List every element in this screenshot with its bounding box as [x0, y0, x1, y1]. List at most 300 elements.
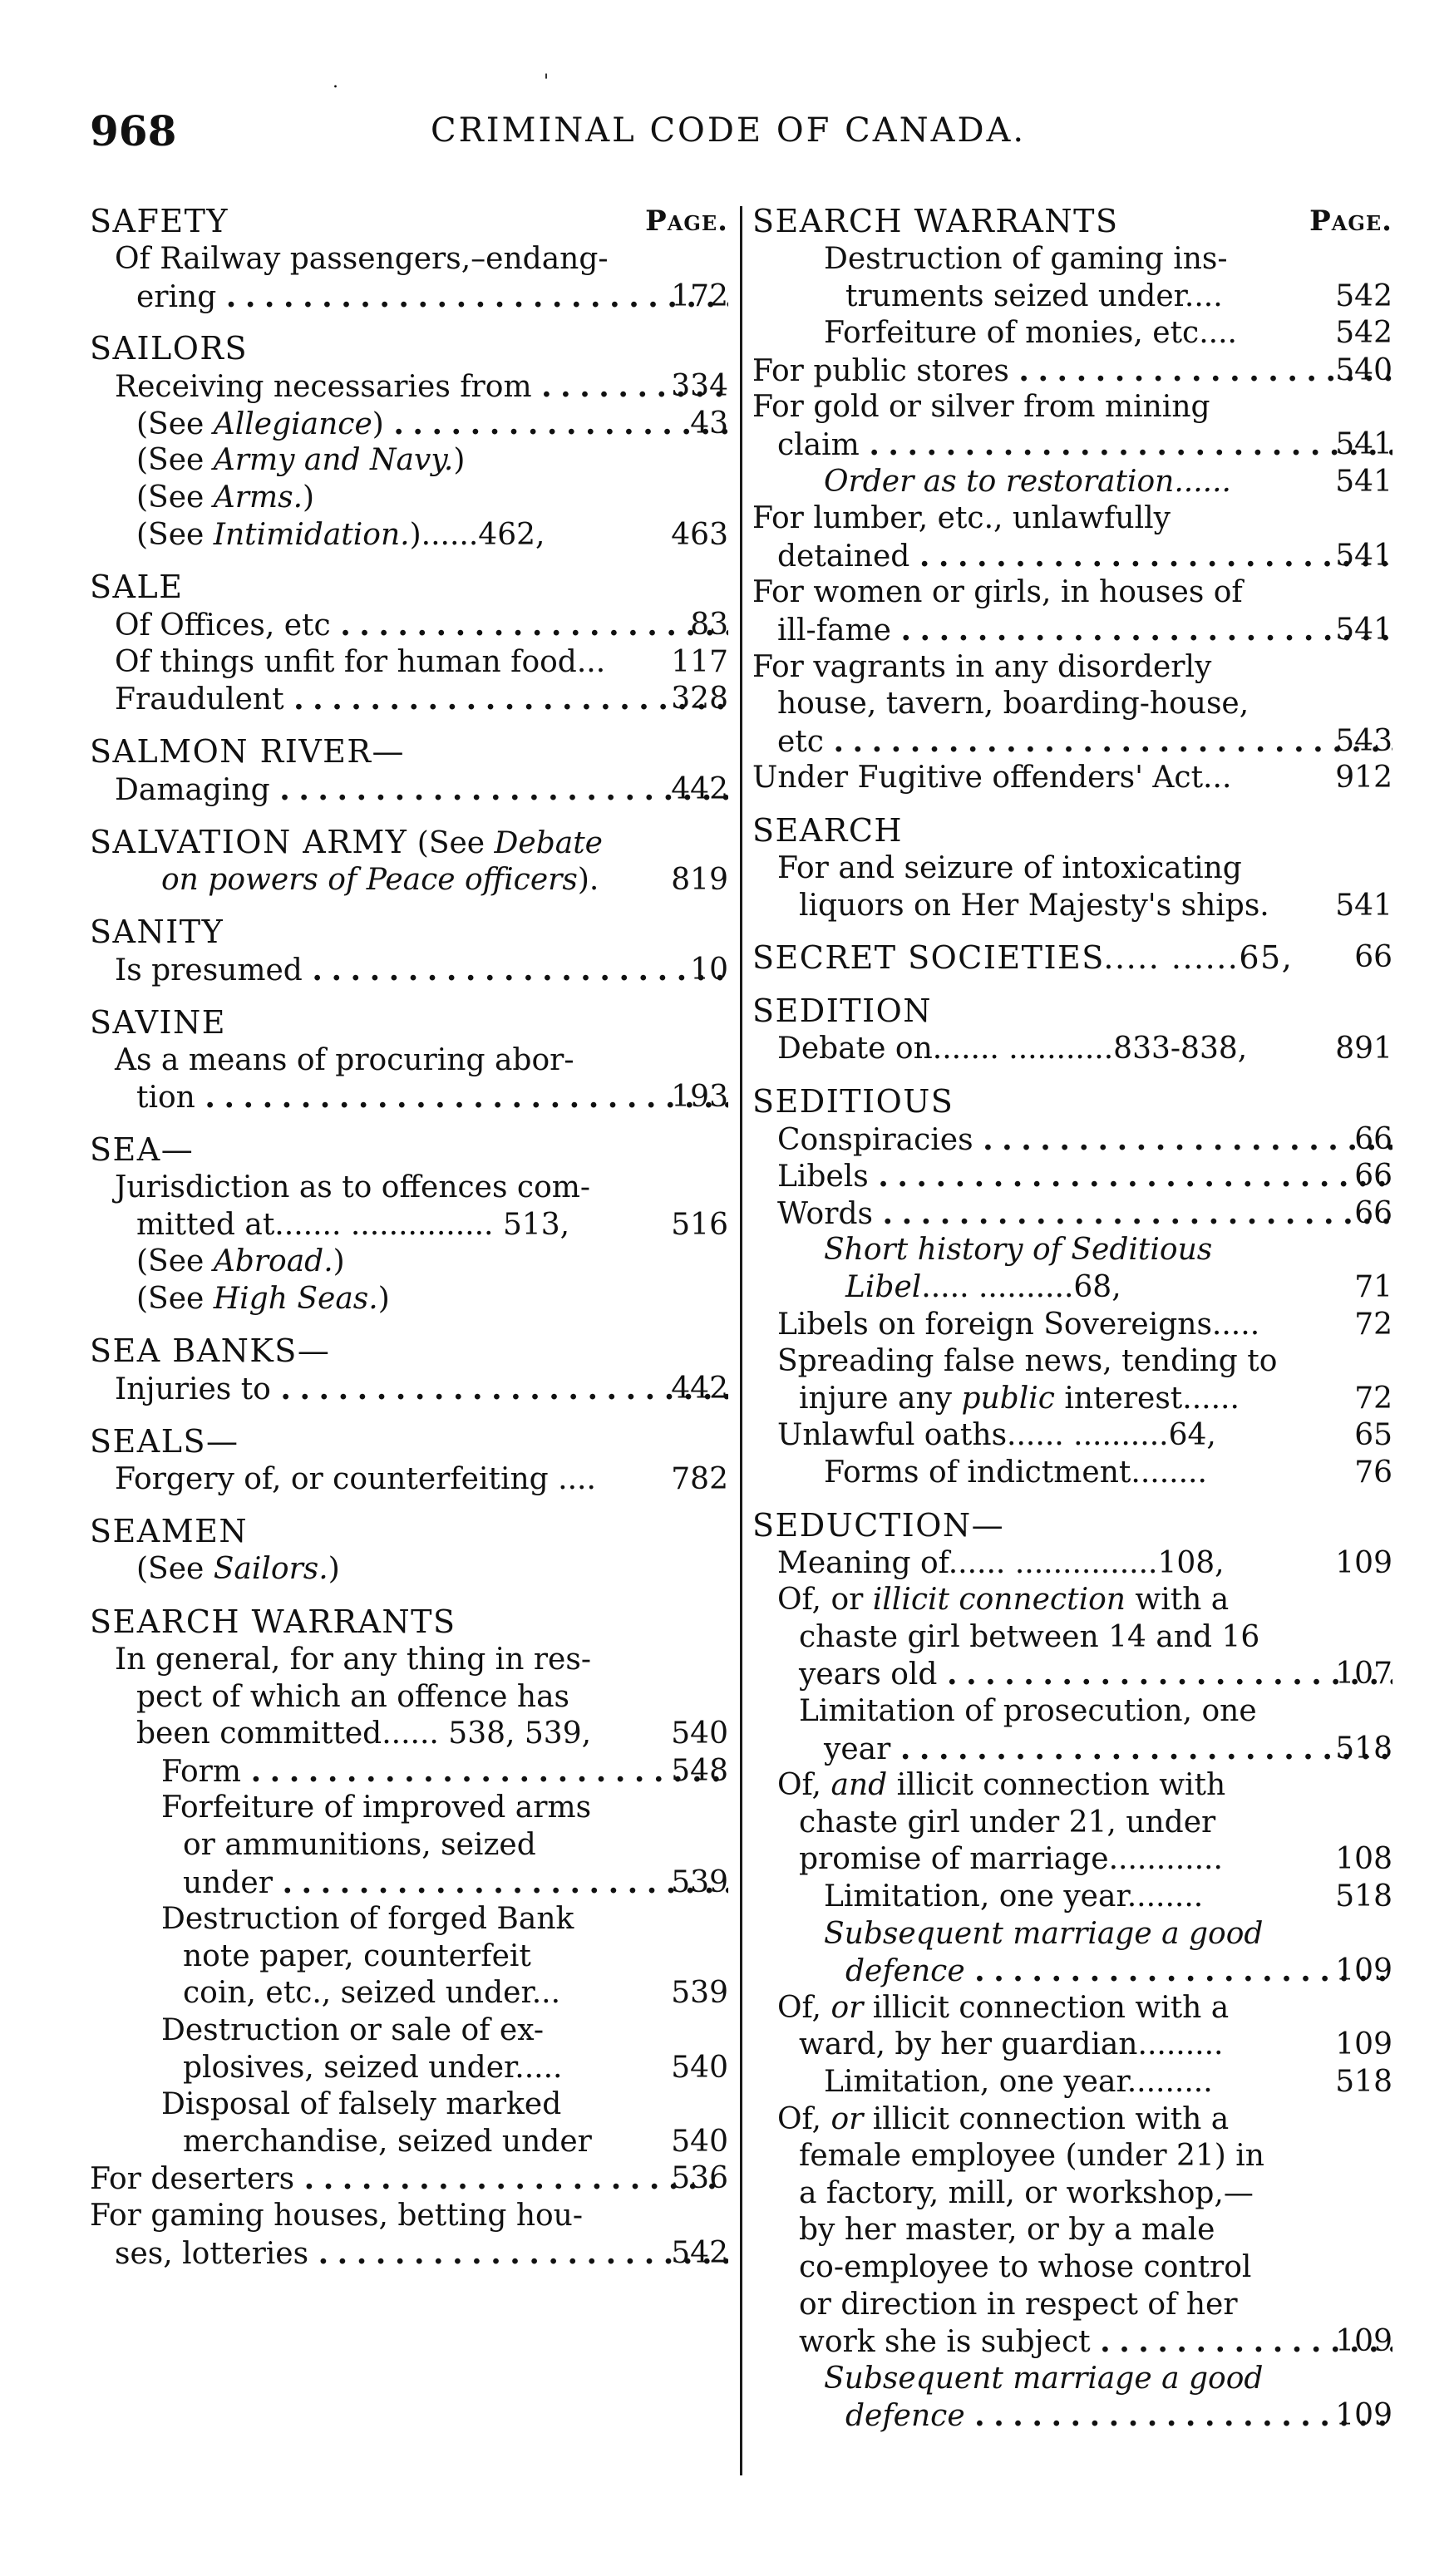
index-line — [90, 1042, 728, 1080]
page-ref: 71 — [1354, 1270, 1392, 1305]
index-line — [752, 2101, 1392, 2139]
index-line-text — [752, 1916, 1392, 1953]
line-text: Jurisdiction as to offences com- — [115, 1170, 591, 1204]
line-text-italic: defence — [845, 2399, 965, 2434]
page-column-label: Page. — [1309, 204, 1392, 238]
index-line — [752, 1841, 1392, 1879]
line-text: ering — [136, 279, 217, 314]
line-text: Of Railway passengers,–endang- — [115, 242, 609, 276]
line-text-italic: or — [831, 2101, 864, 2136]
line-text-pre: (See — [136, 1244, 214, 1279]
line-text: chaste girl under 21, under — [799, 1805, 1216, 1840]
index-heading: SANITY — [90, 914, 224, 951]
line-text-post: illicit connection with a — [863, 1990, 1230, 2025]
index-line — [752, 574, 1392, 612]
index-line-text — [752, 426, 1392, 465]
index-line — [90, 2086, 728, 2124]
index-line-text — [90, 1827, 728, 1864]
page-ref: 539 — [671, 1976, 728, 2011]
index-line — [752, 1545, 1392, 1583]
index-line — [752, 1455, 1392, 1492]
page-ref: 66 — [1354, 1195, 1392, 1230]
index-line — [752, 723, 1392, 761]
index-line-text — [90, 1938, 728, 1976]
index-line — [90, 2012, 728, 2050]
page-ref: 542 — [671, 2235, 728, 2270]
index-line-text — [90, 644, 728, 682]
line-text: Libels on foreign Sovereigns..... — [777, 1307, 1260, 1342]
index-line-text — [90, 2198, 728, 2235]
index-line-text — [90, 1642, 728, 1679]
index-line-text — [752, 2397, 1392, 2436]
index-line-text — [752, 1582, 1392, 1619]
index-line — [90, 1170, 728, 1207]
line-text-post: ..... ..........68, — [921, 1270, 1121, 1305]
index-heading-row — [90, 822, 728, 862]
index-line — [752, 1417, 1392, 1455]
index-heading: SEDITION — [752, 992, 933, 1030]
index-line — [752, 686, 1392, 723]
index-line — [752, 1656, 1392, 1693]
line-text-italic: Intimidation. — [213, 517, 410, 552]
index-line-text — [752, 1545, 1392, 1583]
entry-gap — [90, 554, 728, 567]
index-line-text — [752, 1731, 1392, 1769]
line-text: Of things unfit for human food... — [115, 644, 606, 679]
page-column-label: Page. — [645, 204, 728, 238]
line-text-post: with a — [1125, 1583, 1230, 1618]
page-ref: 334 — [671, 369, 728, 404]
index-line-text — [90, 681, 728, 719]
index-line — [90, 1679, 728, 1717]
line-text: a factory, mill, or workshop,— — [799, 2175, 1254, 2210]
line-text: plosives, seized under..... — [183, 2050, 563, 2085]
index-line-text — [752, 1656, 1392, 1694]
page-ref: 109 — [1335, 2324, 1392, 2359]
index-line — [752, 760, 1392, 797]
page-ref: 912 — [1335, 761, 1392, 795]
index-line — [752, 2138, 1392, 2175]
line-text: year — [824, 1731, 891, 1766]
line-text: Limitation, one year......... — [824, 2064, 1213, 2099]
index-line — [752, 1195, 1392, 1233]
index-line — [752, 2249, 1392, 2287]
line-text: For vagrants in any disorderly — [752, 649, 1212, 684]
index-line-text — [752, 1158, 1392, 1196]
index-line-text — [90, 1170, 728, 1207]
line-text-post: illicit connection with — [887, 1768, 1226, 1803]
line-text-italic: Arms. — [213, 480, 303, 515]
page-ref: 541 — [1335, 888, 1392, 923]
index-line-text — [90, 607, 728, 645]
page-ref: 442 — [671, 1372, 728, 1406]
index-line-text — [90, 1679, 728, 1717]
page-ref: 109 — [1335, 1953, 1392, 1988]
index-line-text — [90, 517, 728, 554]
index-line — [752, 1343, 1392, 1381]
index-line — [752, 2064, 1392, 2101]
index-line-text — [90, 241, 728, 278]
page-ref: 72 — [1354, 1381, 1392, 1416]
index-line-text — [90, 406, 728, 444]
entry-gap — [90, 1318, 728, 1331]
index-line — [90, 1827, 728, 1864]
index-line-text — [752, 2323, 1392, 2362]
index-line — [752, 2212, 1392, 2249]
index-line — [90, 2198, 728, 2235]
index-line-text — [752, 612, 1392, 650]
line-text: For women or girls, in houses of — [752, 575, 1243, 610]
index-line-text — [90, 771, 728, 810]
index-line — [90, 1371, 728, 1408]
page-ref: 518 — [1335, 1731, 1392, 1766]
index-line — [90, 1461, 728, 1499]
page-ref: 540 — [671, 2050, 728, 2085]
line-text: truments seized under.... — [845, 278, 1223, 313]
line-text-italic: Subsequent marriage a good — [824, 2361, 1264, 2396]
index-line — [90, 2235, 728, 2273]
line-text: ill-fame — [777, 613, 891, 648]
index-line-text — [90, 1207, 728, 1244]
index-line — [752, 315, 1392, 352]
printing-marks: . ' — [333, 71, 649, 92]
index-line-text — [90, 2086, 728, 2124]
line-text-italic: Libel — [845, 1270, 922, 1305]
index-line-text — [752, 1031, 1392, 1068]
line-text: Form — [161, 1754, 242, 1789]
index-line-text — [752, 2249, 1392, 2287]
index-line-text — [90, 368, 728, 406]
page-ref: 542 — [1335, 316, 1392, 351]
index-heading-row — [752, 1505, 1392, 1545]
page-ref: 518 — [1335, 2064, 1392, 2099]
line-text-post: ). — [577, 862, 599, 897]
index-heading: SAILORS — [90, 330, 249, 367]
line-text-post: interest...... — [1054, 1381, 1240, 1416]
line-text: merchandise, seized under — [183, 2124, 592, 2159]
index-line — [752, 1953, 1392, 1990]
index-heading: SEDUCTION— — [752, 1506, 1005, 1544]
index-line — [90, 681, 728, 718]
index-heading: SEALS— — [90, 1422, 239, 1460]
line-text-pre: Of, or — [777, 1583, 873, 1618]
line-text-italic: or — [831, 1990, 864, 2025]
page-ref: 66 — [1354, 940, 1392, 975]
line-text-pre: (See — [136, 1281, 214, 1316]
line-text: chaste girl between 14 and 16 — [799, 1619, 1260, 1654]
index-line — [752, 888, 1392, 925]
index-line — [752, 1307, 1392, 1344]
index-heading-row — [90, 731, 728, 771]
line-text-post: ) — [453, 443, 466, 478]
line-text: Of Offices, etc — [115, 608, 331, 643]
entry-gap — [752, 1492, 1392, 1505]
index-line — [90, 241, 728, 278]
line-text: Limitation, one year........ — [824, 1879, 1204, 1914]
entry-gap — [752, 1068, 1392, 1081]
line-text: Injuries to — [115, 1372, 271, 1407]
line-text: pect of which an offence has — [136, 1679, 570, 1714]
index-line — [752, 2287, 1392, 2324]
line-text: female employee (under 21) in — [799, 2139, 1264, 2174]
page-ref: 65 — [1354, 1418, 1392, 1453]
index-heading-row — [752, 938, 1392, 978]
line-text-pre: (See — [136, 406, 214, 441]
index-line-text — [752, 2212, 1392, 2249]
line-text-italic: public — [961, 1381, 1055, 1416]
index-line-text — [90, 1371, 728, 1409]
line-text: Libels — [777, 1160, 869, 1194]
index-line — [90, 1207, 728, 1244]
index-heading-row — [90, 328, 728, 368]
index-line-text — [90, 1281, 728, 1318]
index-line — [752, 1990, 1392, 2027]
line-text-italic: High Seas. — [213, 1281, 378, 1316]
index-line-text — [752, 1381, 1392, 1418]
line-text-pre: injure any — [799, 1381, 962, 1416]
index-line-text — [752, 500, 1392, 538]
page-ref: 541 — [1335, 464, 1392, 499]
line-text: In general, for any thing in res- — [115, 1643, 591, 1677]
index-line-text — [90, 862, 728, 899]
index-line — [90, 1244, 728, 1281]
line-text: under — [183, 1865, 273, 1900]
heading-note-italic: Debate — [494, 825, 603, 860]
index-line — [752, 241, 1392, 278]
index-line — [752, 1805, 1392, 1842]
index-line-text — [752, 1841, 1392, 1879]
index-heading: SEDITIOUS — [752, 1082, 954, 1120]
index-line — [90, 1079, 728, 1116]
line-text: been committed...... 538, 539, — [136, 1717, 592, 1751]
line-text: etc — [777, 724, 824, 759]
line-text: by her master, or by a male — [799, 2213, 1215, 2248]
line-text-italic: Army and Navy. — [213, 443, 454, 478]
page-ref: 66 — [1354, 1121, 1392, 1156]
index-line — [752, 389, 1392, 426]
index-line-text — [752, 2175, 1392, 2213]
line-text: As a means of procuring abor- — [115, 1042, 574, 1077]
page-ref: 516 — [671, 1207, 728, 1242]
line-text: work she is subject — [799, 2325, 1091, 2360]
line-text-post: illicit connection with a — [863, 2101, 1230, 2136]
line-text: Conspiracies — [777, 1122, 973, 1157]
index-line — [752, 649, 1392, 687]
index-line — [752, 538, 1392, 575]
line-text-italic: and — [831, 1768, 888, 1803]
line-text-italic: Order as to restoration...... — [824, 464, 1231, 499]
index-line-text — [90, 1790, 728, 1827]
index-line — [752, 1619, 1392, 1657]
page-ref: 172 — [671, 278, 728, 313]
index-column-left — [90, 201, 728, 2272]
index-heading-row — [90, 1002, 728, 1042]
index-line-text — [90, 1079, 728, 1117]
index-line-text — [752, 1232, 1392, 1269]
index-line — [752, 1693, 1392, 1731]
index-line — [752, 1381, 1392, 1418]
index-heading: SAVINE — [90, 1003, 227, 1041]
page-ref: 66 — [1354, 1159, 1392, 1194]
index-line — [752, 2175, 1392, 2213]
line-text: Destruction of forged Bank — [161, 1902, 574, 1937]
index-line — [752, 850, 1392, 888]
index-line-text — [752, 1805, 1392, 1842]
page-ref: 43 — [690, 406, 728, 441]
page-ref: 117 — [671, 644, 728, 679]
line-text: Spreading false news, tending to — [777, 1344, 1278, 1379]
index-line — [90, 607, 728, 644]
line-text: co-employee to whose control — [799, 2249, 1252, 2284]
index-line-text — [90, 2124, 728, 2161]
line-text: Disposal of falsely marked — [161, 2087, 562, 2122]
index-line-text — [752, 1953, 1392, 1991]
index-line — [752, 464, 1392, 501]
line-text-pre: (See — [136, 480, 214, 515]
line-text-pre: Of, — [777, 2101, 831, 2136]
page-ref: 109 — [1335, 2027, 1392, 2062]
index-line — [90, 771, 728, 809]
page-ref: 536 — [671, 2161, 728, 2196]
line-text: Fraudulent — [115, 682, 284, 717]
index-line-text — [752, 278, 1392, 316]
entry-gap — [90, 1408, 728, 1421]
index-line-text — [752, 2287, 1392, 2324]
line-text-italic: Sailors. — [213, 1552, 328, 1587]
index-line — [90, 278, 728, 316]
line-text: Forms of indictment........ — [824, 1455, 1207, 1490]
entry-gap — [752, 797, 1392, 810]
index-line — [90, 1753, 728, 1790]
index-line-text — [752, 1343, 1392, 1381]
line-text-italic: Subsequent marriage a good — [824, 1916, 1264, 1951]
index-line — [752, 2323, 1392, 2361]
index-heading: SECRET SOCIETIES..... ......65, — [752, 939, 1294, 977]
index-line-text — [752, 2101, 1392, 2139]
index-column-right — [752, 201, 1392, 2435]
line-text-post: ) — [377, 1281, 390, 1316]
index-line — [752, 1731, 1392, 1768]
line-text-post: ) — [333, 1244, 345, 1279]
index-line-text — [90, 278, 728, 317]
index-line-text — [752, 723, 1392, 761]
line-text: promise of marriage............ — [799, 1842, 1223, 1877]
index-heading-row — [752, 810, 1392, 850]
index-line — [90, 1551, 728, 1588]
line-text: claim — [777, 427, 860, 462]
index-line — [90, 1790, 728, 1827]
line-text: house, tavern, boarding-house, — [777, 687, 1249, 722]
index-line — [90, 1901, 728, 1938]
index-line-text — [90, 1042, 728, 1080]
line-text: Meaning of...... ...............108, — [777, 1545, 1225, 1580]
index-line-text — [90, 2235, 728, 2273]
line-text: tion — [136, 1081, 195, 1116]
page-ref: 541 — [1335, 426, 1392, 461]
index-heading: SEARCH — [752, 811, 904, 849]
index-line-text — [90, 1753, 728, 1791]
line-text: Debate on....... ...........833-838, — [777, 1032, 1248, 1066]
line-text-post: )......462, — [409, 517, 545, 552]
index-line-text — [90, 442, 728, 480]
page-ref: 442 — [671, 771, 728, 806]
page-ref: 541 — [1335, 538, 1392, 573]
index-heading-row — [752, 201, 1392, 241]
index-line-text — [90, 2160, 728, 2199]
index-line — [90, 368, 728, 406]
line-text-italic: Allegiance — [213, 406, 372, 441]
index-line — [752, 612, 1392, 649]
page-ref: 541 — [1335, 612, 1392, 647]
index-line-text — [752, 315, 1392, 352]
entry-gap — [90, 1116, 728, 1130]
line-text: For gaming houses, betting hou- — [90, 2198, 584, 2233]
page-ref: 539 — [671, 1864, 728, 1899]
index-line-text — [752, 850, 1392, 888]
line-text: Unlawful oaths...... ..........64, — [777, 1418, 1216, 1453]
index-heading: SALMON RIVER— — [90, 732, 406, 770]
line-text: Limitation of prosecution, one — [799, 1694, 1257, 1728]
line-text-italic: Abroad. — [213, 1244, 333, 1279]
index-line-text — [752, 574, 1392, 612]
index-line — [752, 2361, 1392, 2398]
page-ref: 108 — [1335, 1842, 1392, 1877]
page-ref: 891 — [1335, 1032, 1392, 1066]
index-line-text — [752, 2138, 1392, 2175]
page-ref: 193 — [671, 1080, 728, 1115]
index-line-text — [90, 1461, 728, 1499]
index-line-text — [90, 1901, 728, 1938]
index-line-text — [90, 1864, 728, 1903]
page-ref: 10 — [690, 953, 728, 988]
index-heading-row — [90, 1331, 728, 1371]
line-text: Forfeiture of monies, etc.... — [824, 316, 1237, 351]
line-text-italic: defence — [845, 1954, 965, 1989]
index-line — [752, 1582, 1392, 1619]
index-heading: SEA BANKS— — [90, 1332, 331, 1370]
line-text: or ammunitions, seized — [183, 1828, 536, 1863]
index-line — [90, 2160, 728, 2198]
index-heading-row — [752, 1081, 1392, 1121]
line-text-pre: Of, — [777, 1990, 831, 2025]
index-line-text — [752, 1269, 1392, 1307]
index-line — [90, 1281, 728, 1318]
line-text: Is presumed — [115, 953, 303, 988]
page-ref: 782 — [671, 1461, 728, 1496]
entry-gap — [90, 809, 728, 822]
page-ref: 540 — [1335, 352, 1392, 387]
index-line — [90, 406, 728, 443]
index-line — [90, 1938, 728, 1976]
page-ref: 540 — [671, 1717, 728, 1751]
index-line-text — [90, 1716, 728, 1753]
page-ref: 463 — [671, 517, 728, 552]
line-text: liquors on Her Majesty's ships. — [799, 888, 1269, 923]
index-line — [752, 1031, 1392, 1068]
line-text: For lumber, etc., unlawfully — [752, 501, 1171, 536]
index-line — [752, 426, 1392, 464]
index-line-text — [752, 760, 1392, 797]
index-line-text — [752, 2064, 1392, 2101]
index-line-text — [752, 241, 1392, 278]
line-text: Under Fugitive offenders' Act... — [752, 761, 1232, 795]
index-line — [752, 500, 1392, 538]
line-text: For and seizure of intoxicating — [777, 850, 1242, 885]
index-line — [752, 2027, 1392, 2064]
page-number: 968 — [90, 106, 177, 155]
index-heading: SALVATION ARMY — [90, 823, 408, 860]
line-text-italic: Short history of Seditious — [824, 1233, 1213, 1268]
